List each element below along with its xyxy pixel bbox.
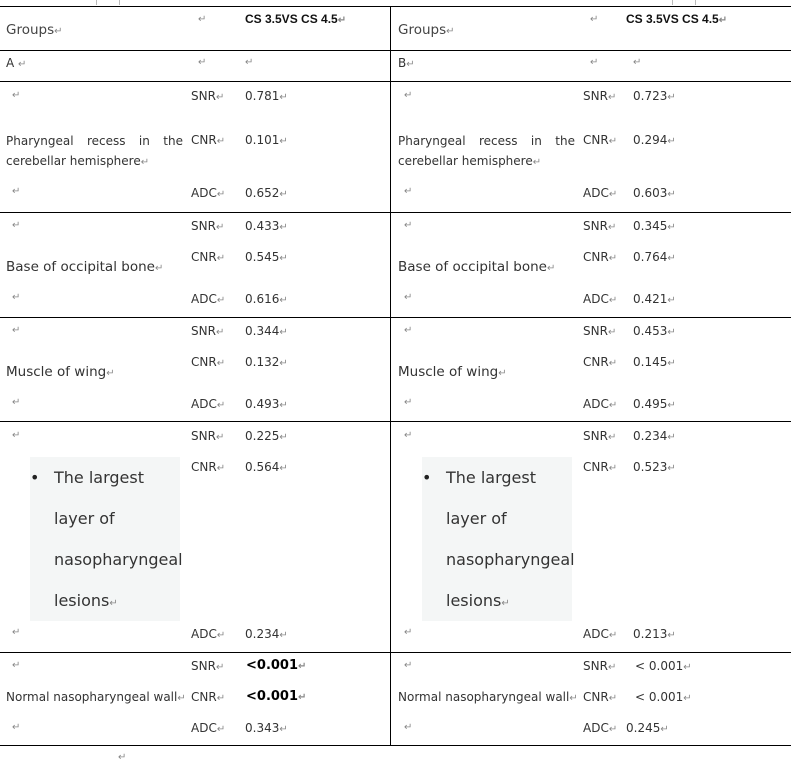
paragraph-mark: ↵ [12, 430, 21, 441]
metric-value-cnr: 0.101↵ [245, 133, 288, 147]
region-muscle-of-wing-b: Muscle of wing↵ [398, 364, 507, 380]
metric-label-snr: SNR↵ [583, 89, 617, 103]
paragraph-mark: ↵ [12, 90, 21, 101]
region-normal-wall-a: Normal nasopharyngeal wall↵ [6, 690, 186, 704]
metric-label-snr: SNR↵ [583, 219, 617, 233]
metric-value-adc: 0.421↵ [633, 292, 676, 306]
paragraph-mark: ↵ [12, 186, 21, 197]
metric-label-cnr: CNR↵ [583, 133, 618, 147]
paragraph-mark: ↵ [633, 57, 642, 68]
metric-value-cnr: <0.001↵ [246, 689, 307, 704]
metric-label-adc: ADC↵ [191, 186, 226, 200]
metric-value-cnr: 0.294↵ [633, 133, 676, 147]
paragraph-mark: ↵ [12, 325, 21, 336]
paragraph-mark: ↵ [12, 627, 21, 638]
metric-value-snr: 0.225↵ [245, 429, 288, 443]
paragraph-mark: ↵ [245, 57, 254, 68]
paragraph-mark: ↵ [198, 14, 207, 25]
groups-header-b: Groups↵ [398, 22, 455, 38]
metric-value-adc: 0.493↵ [245, 397, 288, 411]
metric-value-snr: < 0.001↵ [635, 659, 692, 673]
comparison-header-b: CS 3.5VS CS 4.5↵ [626, 12, 728, 26]
metric-label-snr: SNR↵ [191, 89, 225, 103]
bullet-icon: • [30, 468, 40, 487]
metric-label-snr: SNR↵ [583, 429, 617, 443]
region-largest-layer-b: • The largest layer of nasopharyngeal lesions↵ [422, 457, 572, 621]
paragraph-mark: ↵ [12, 660, 21, 671]
metric-label-adc: ADC↵ [191, 627, 226, 641]
metric-value-snr: 0.345↵ [633, 219, 676, 233]
page-corner-mark-left [96, 0, 120, 5]
paragraph-mark: ↵ [404, 220, 413, 231]
metric-value-cnr: 0.764↵ [633, 250, 676, 264]
metric-value-adc: 0.495↵ [633, 397, 676, 411]
paragraph-mark: ↵ [404, 627, 413, 638]
metric-label-adc: ADC↵ [583, 292, 618, 306]
region-pharyngeal-recess-b: Pharyngeal recess in the cerebellar hemisphere↵ [398, 134, 575, 168]
bullet-icon: • [422, 468, 432, 487]
paragraph-mark: ↵ [12, 220, 21, 231]
metric-label-cnr: CNR↵ [191, 355, 226, 369]
metric-value-adc: 0.652↵ [245, 186, 288, 200]
metric-value-cnr: 0.523↵ [633, 460, 676, 474]
metric-value-cnr: 0.564↵ [245, 460, 288, 474]
paragraph-mark: ↵ [404, 292, 413, 303]
paragraph-mark: ↵ [404, 722, 413, 733]
group-label-b: B↵ [398, 56, 415, 70]
paragraph-mark: ↵ [118, 752, 127, 763]
paragraph-mark: ↵ [590, 57, 599, 68]
metric-label-adc: ADC↵ [583, 397, 618, 411]
comparison-header-a: CS 3.5VS CS 4.5↵ [245, 12, 347, 26]
paragraph-mark: ↵ [12, 397, 21, 408]
paragraph-mark: ↵ [404, 325, 413, 336]
metric-value-adc: 0.245↵ [626, 721, 669, 735]
metric-label-cnr: CNR↵ [583, 355, 618, 369]
metric-value-snr: 0.781↵ [245, 89, 288, 103]
metric-label-snr: SNR↵ [191, 429, 225, 443]
paragraph-mark: ↵ [404, 397, 413, 408]
metric-value-snr: <0.001↵ [246, 658, 307, 673]
metric-value-adc: 0.616↵ [245, 292, 288, 306]
paragraph-mark: ↵ [590, 14, 599, 25]
paragraph-mark: ↵ [404, 660, 413, 671]
metric-label-snr: SNR↵ [191, 219, 225, 233]
paragraph-mark: ↵ [12, 722, 21, 733]
metric-value-cnr: 0.145↵ [633, 355, 676, 369]
metric-label-cnr: CNR↵ [191, 690, 226, 704]
metric-label-cnr: CNR↵ [583, 250, 618, 264]
metric-value-adc: 0.213↵ [633, 627, 676, 641]
metric-label-adc: ADC↵ [191, 397, 226, 411]
region-largest-layer-a: • The largest layer of nasopharyngeal lesions↵ [30, 457, 180, 621]
metric-value-adc: 0.343↵ [245, 721, 288, 735]
metric-label-adc: ADC↵ [191, 721, 226, 735]
paragraph-mark: ↵ [404, 430, 413, 441]
metric-label-cnr: CNR↵ [583, 690, 618, 704]
region-muscle-of-wing-a: Muscle of wing↵ [6, 364, 115, 380]
metric-label-cnr: CNR↵ [191, 133, 226, 147]
metric-label-snr: SNR↵ [583, 659, 617, 673]
metric-value-adc: 0.603↵ [633, 186, 676, 200]
metric-value-snr: 0.234↵ [633, 429, 676, 443]
metric-value-snr: 0.723↵ [633, 89, 676, 103]
paragraph-mark: ↵ [12, 292, 21, 303]
region-normal-wall-b: Normal nasopharyngeal wall↵ [398, 690, 578, 704]
region-occipital-bone-b: Base of occipital bone↵ [398, 259, 556, 275]
metric-value-cnr: < 0.001↵ [635, 690, 692, 704]
groups-header-a: Groups↵ [6, 22, 63, 38]
paragraph-mark: ↵ [404, 90, 413, 101]
group-label-a: A ↵ [6, 56, 27, 70]
metric-label-adc: ADC↵ [191, 292, 226, 306]
paragraph-mark: ↵ [198, 57, 207, 68]
metric-value-snr: 0.344↵ [245, 324, 288, 338]
metric-label-snr: SNR↵ [191, 659, 225, 673]
metric-value-snr: 0.433↵ [245, 219, 288, 233]
metric-label-adc: ADC↵ [583, 186, 618, 200]
metric-label-snr: SNR↵ [191, 324, 225, 338]
metric-value-adc: 0.234↵ [245, 627, 288, 641]
metric-value-cnr: 0.545↵ [245, 250, 288, 264]
metric-value-cnr: 0.132↵ [245, 355, 288, 369]
region-occipital-bone-a: Base of occipital bone↵ [6, 259, 164, 275]
metric-value-snr: 0.453↵ [633, 324, 676, 338]
metric-label-adc: ADC↵ [583, 721, 618, 735]
region-pharyngeal-recess-a: Pharyngeal recess in the cerebellar hemisphere↵ [6, 134, 183, 168]
metric-label-adc: ADC↵ [583, 627, 618, 641]
metric-label-snr: SNR↵ [583, 324, 617, 338]
metric-label-cnr: CNR↵ [583, 460, 618, 474]
page-corner-mark-right [672, 0, 696, 5]
metric-label-cnr: CNR↵ [191, 460, 226, 474]
paragraph-mark: ↵ [404, 186, 413, 197]
metric-label-cnr: CNR↵ [191, 250, 226, 264]
